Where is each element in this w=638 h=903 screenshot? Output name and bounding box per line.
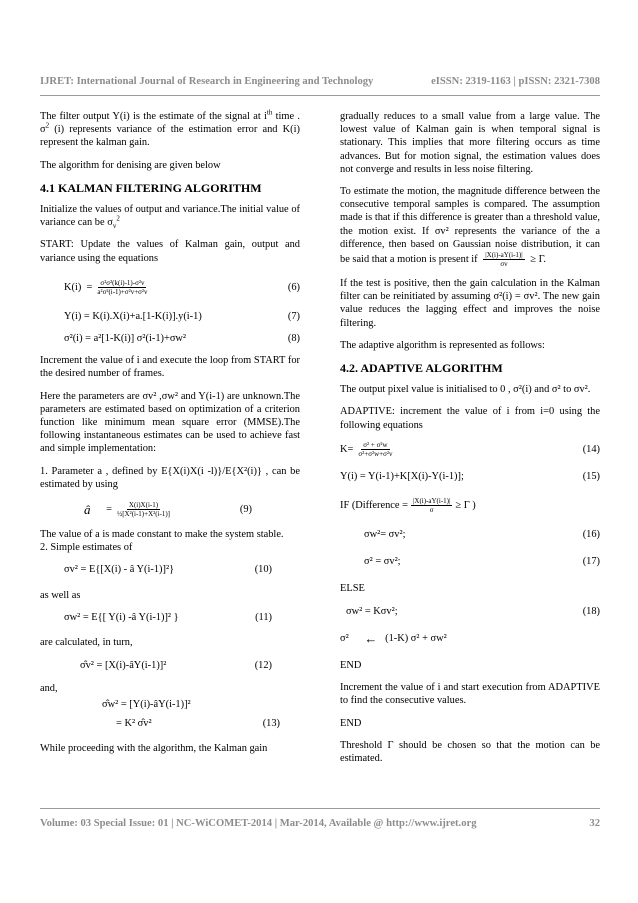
equation-14: K= $\frac{\text{σ² + σ²w}}{\text{σ²+σ²w+σ²v}}$ (14) bbox=[340, 440, 600, 458]
fraction: $\frac{\text{σ²σ²(k(i)-1)-σ²v}}{\text{a²σ²(i-1)+σ²v+σ²v}}$ bbox=[97, 278, 148, 296]
paragraph: 1. Parameter a , defined by E{X(i)X(i -l)}/E{X²(i)} , can be estimated by using bbox=[40, 465, 300, 490]
paragraph: The adaptive algorithm is represented as follows: bbox=[340, 339, 545, 351]
running-header bbox=[40, 76, 600, 87]
section-heading: 4.2. ADAPTIVE ALGORITHM bbox=[340, 361, 503, 376]
assignment: σ² ← (1-K) σ² + σw² bbox=[340, 630, 447, 646]
paragraph: Initialize the values of output and variance.The initial value of variance can be $\sigma_v^2$ bbox=[40, 204, 300, 231]
else-keyword: ELSE bbox=[340, 583, 365, 595]
header-rule bbox=[40, 95, 600, 96]
issn: eISSN: 2319-1163 | pISSN: 2321-7308 bbox=[431, 76, 600, 87]
paragraph: Increment the value of i and execute the loop from START for the desired number of frames. bbox=[40, 355, 300, 380]
equation-9: â = $\frac{X(i)X(i-1)}{\text{½[X²(i-1)+X²(i-1)]}}$ (9) bbox=[84, 501, 252, 519]
page-number: 32 bbox=[589, 818, 600, 829]
equation-17: σ² = σv²; (17) bbox=[364, 556, 600, 568]
paragraph: Here the parameters are σv² ,σw² and Y(i-1) are unknown.The parameters are estimated based on optimization of a criterion function like minimum mean square error (MMSE).The following instantaneous estimates can be used to achieve fast and simple implementation: bbox=[40, 390, 300, 455]
paragraph: Threshold Γ should be chosen so that the motion can be estimated. bbox=[340, 739, 600, 765]
paragraph: If the test is positive, then the gain calculation in the Kalman filter can be reinitiated by assuming σ²(i) = σv². The new gain value reduces the lagging effect and improves the noise filtering. bbox=[340, 278, 600, 329]
paragraph: While proceeding with the algorithm, the Kalman gain bbox=[40, 743, 268, 755]
paragraph: To estimate the motion, the magnitude difference between the consecutive temporal samples is compared. The assumption made is that if this difference is greater than a threshold value, the motion exist. If σv² represents the variance of the a difference, then based on Gaussian noise distribution, it can be said that a motion is present if $\frac{|X(i)-aY(i-1)|}{\sigma v}$ ≥ Γ. bbox=[340, 186, 600, 269]
paragraph: The algorithm for denising are given below bbox=[40, 159, 221, 171]
if-condition: IF (Difference = $\frac{|X(i)-aY(i-1)|}{\sigma}$ ≥ Γ ) bbox=[340, 497, 476, 515]
equation-11: σw² = E{[ Y(i) -â Y(i-1)]² } (11) bbox=[64, 611, 272, 623]
end-keyword: END bbox=[340, 717, 362, 729]
equation-15: Y(i) = Y(i-1)+K[X(i)-Y(i-1)]; (15) bbox=[340, 470, 600, 482]
footer-rule bbox=[40, 808, 600, 809]
paragraph: Increment the value of i and start execution from ADAPTIVE to find the consecutive values. bbox=[340, 682, 600, 707]
paragraph: ADAPTIVE: increment the value of i from i=0 using the following equations bbox=[340, 406, 600, 431]
paragraph: The filter output Y(i) is the estimate of the signal at $i^{th}$ time . $\sigma^2$ (i) represents variance of the estimation error and K(i) represent the kalman gain. bbox=[40, 108, 301, 149]
journal-title: IJRET: International Journal of Research in Engineering and Technology bbox=[40, 76, 374, 87]
equation-7: Y(i) = K(i).X(i)+a.[1-K(i)].y(i-1) (7) bbox=[64, 310, 300, 322]
left-column bbox=[40, 110, 300, 764]
equation-10: σv² = E{[X(i) - â Y(i-1)]²} (10) bbox=[64, 564, 272, 576]
end-keyword: END bbox=[340, 660, 362, 672]
equation-18: σw² = Kσv²; (18) bbox=[346, 605, 600, 617]
paragraph: and, bbox=[40, 683, 58, 695]
paragraph: gradually reduces to a small value from a large value. The lowest value of Kalman gain is when temporal signal is stationary. This implies that more filtering occurs as time advances. But for motion signal, the estimation values does not converge and results in less noise filtering. bbox=[340, 111, 600, 175]
fraction: $\frac{|X(i)-aY(i-1)|}{\sigma}$ bbox=[412, 497, 451, 515]
equation-13a: σ̂w² = [Y(i)-âY(i-1)]² bbox=[102, 698, 191, 710]
paragraph: as well as bbox=[40, 589, 81, 601]
paragraph: START: Update the values of Kalman gain, output and variance using the equations bbox=[40, 239, 300, 264]
equation-13: = K² σ̂v² (13) bbox=[116, 717, 280, 729]
equation-8: σ²(i) = a²[1-K(i)] σ²(i-1)+σw² (8) bbox=[64, 333, 300, 345]
running-footer bbox=[40, 818, 600, 829]
paragraph: The value of a is made constant to make the system stable. bbox=[40, 529, 284, 541]
fraction: $\frac{\text{σ² + σ²w}}{\text{σ²+σ²w+σ²v}}$ bbox=[358, 440, 393, 458]
section-heading: 4.1 KALMAN FILTERING ALGORITHM bbox=[40, 180, 262, 195]
paragraph: 2. Simple estimates of bbox=[40, 542, 133, 554]
paragraph: are calculated, in turn, bbox=[40, 637, 133, 649]
equation-12: σ̂v² = [X(i)-âY(i-1)]² (12) bbox=[80, 660, 272, 672]
fraction: $\frac{|X(i)-aY(i-1)|}{\sigma v}$ bbox=[485, 251, 523, 269]
left-arrow-icon: ← bbox=[364, 630, 378, 646]
equation-16: σw²= σv²; (16) bbox=[364, 529, 600, 541]
fraction: $\frac{X(i)X(i-1)}{\text{½[X²(i-1)+X²(i-1)]}}$ bbox=[116, 501, 170, 519]
equation-6: K(i) = $\frac{\text{σ²σ²(k(i)-1)-σ²v}}{\text{a²σ²(i-1)+σ²v+σ²v}}$ (6) bbox=[64, 278, 300, 296]
volume-info: Volume: 03 Special Issue: 01 | NC-WiCOMET-2014 | Mar-2014, Available @ http://www.ijret.org bbox=[40, 818, 477, 829]
right-column bbox=[340, 110, 600, 774]
paragraph: The output pixel value is initialised to 0 , σ²(i) and σ² to σv². bbox=[340, 384, 591, 396]
